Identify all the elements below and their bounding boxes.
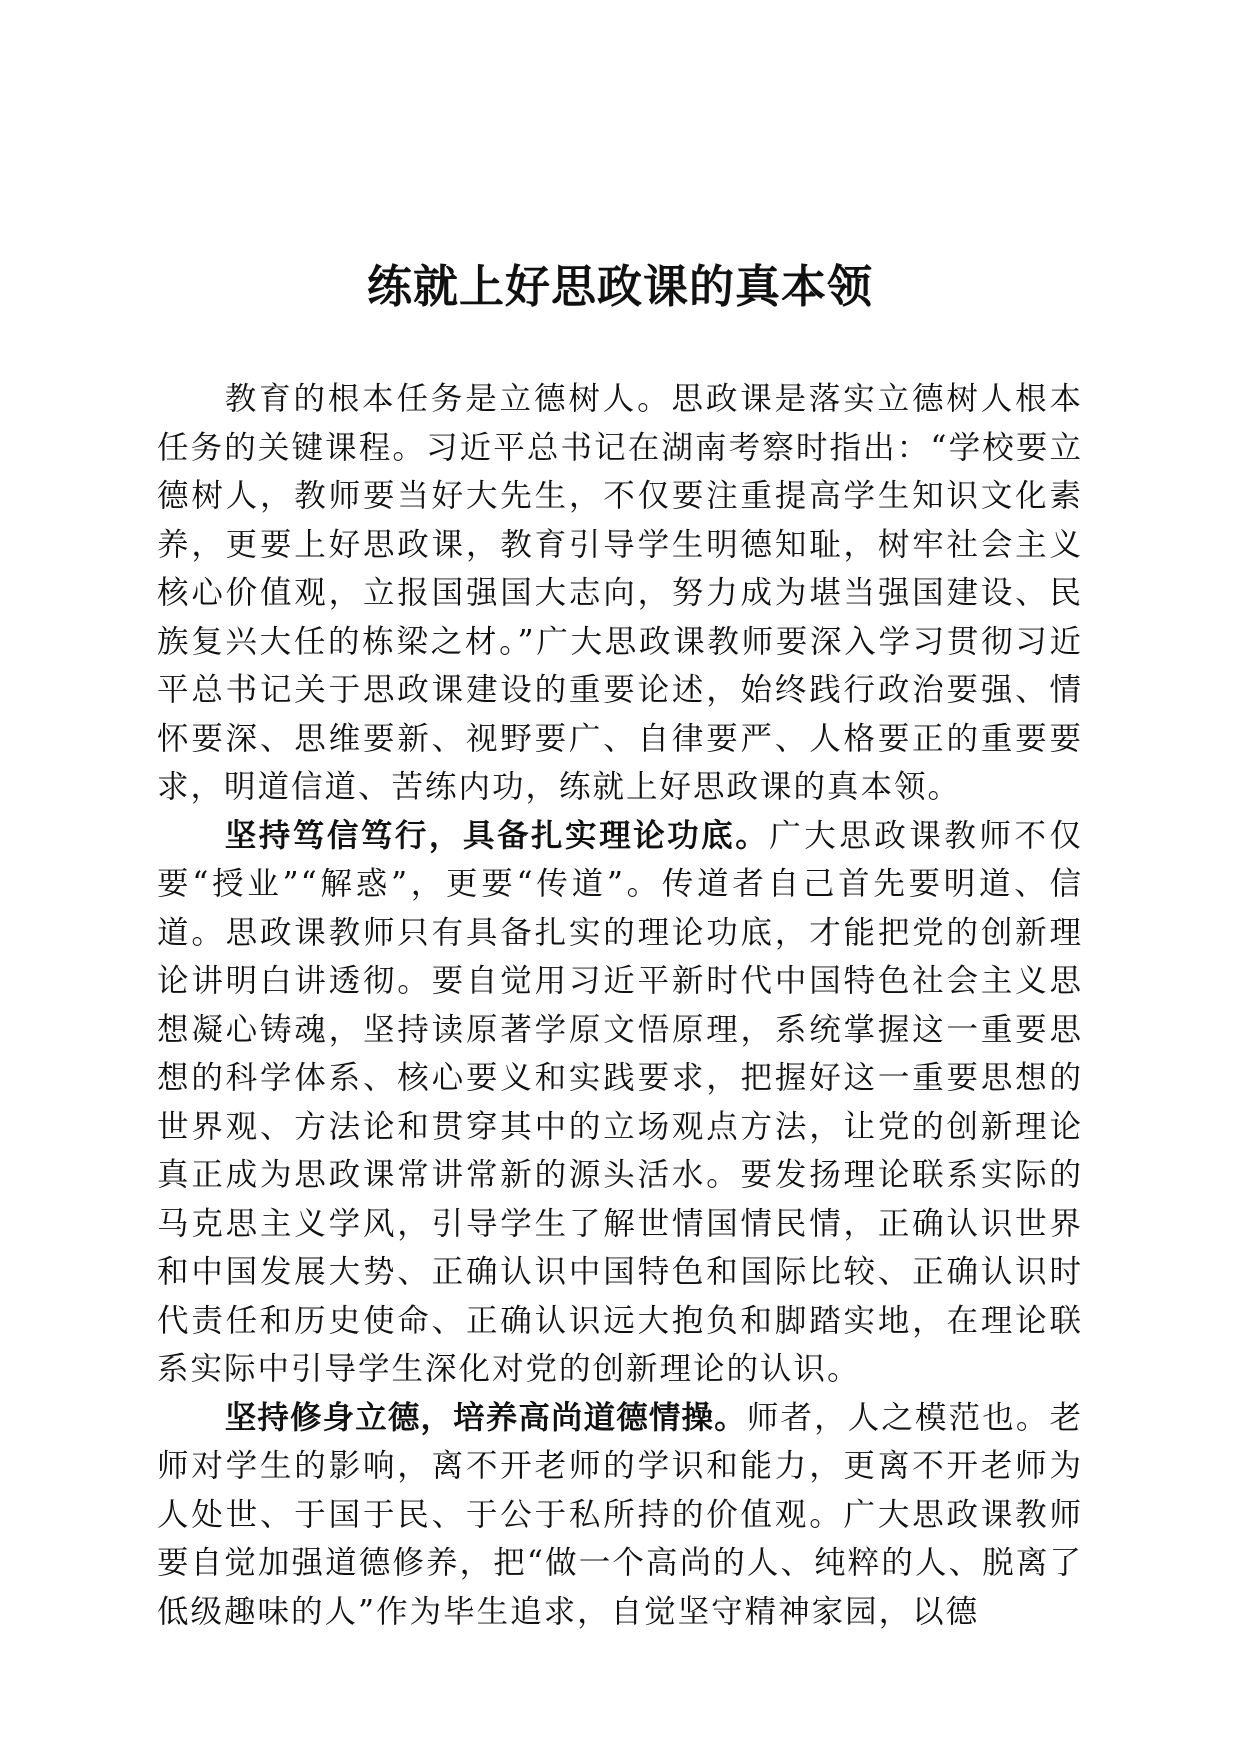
paragraph-moral-cultivation xyxy=(157,1394,1083,1637)
paragraph-lead-heading: 坚持修身立德，培养高尚道德情操。 xyxy=(224,1399,747,1436)
document-body xyxy=(157,375,1083,1636)
paragraph-lead-heading: 坚持笃信笃行，具备扎实理论功底。 xyxy=(224,817,770,854)
paragraph-theory-foundation xyxy=(157,812,1083,1394)
paragraph-text: 师者，人之模范也。老师对学生的影响，离不开老师的学识和能力，更离不开老师为人处世、于国于民、于公于私所持的价值观。广大思政课教师要自觉加强道德修养，把“做一个高尚的人、纯粹的人、脱离了低级趣味的人”作为毕生追求，自觉坚守精神家园，以德 xyxy=(157,1399,1083,1630)
paragraph-text: 广大思政课教师不仅要“授业”“解惑”，更要“传道”。传道者自己首先要明道、信道。思政课教师只有具备扎实的理论功底，才能把党的创新理论讲明白讲透彻。要自觉用习近平新时代中国特色社会主义思想凝心铸魂，坚持读原著学原文悟原理，系统掌握这一重要思想的科学体系、核心要义和实践要求，把握好这一重要思想的世界观、方法论和贯穿其中的立场观点方法，让党的创新理论真正成为思政课常讲常新的源头活水。要发扬理论联系实际的马克思主义学风，引导学生了解世情国情民情，正确认识世界和中国发展大势、正确认识中国特色和国际比较、正确认识时代责任和历史使命、正确认识远大抱负和脚踏实地，在理论联系实际中引导学生深化对党的创新理论的认识。 xyxy=(157,817,1083,1387)
document-title: 练就上好思政课的真本领 xyxy=(366,260,873,313)
paragraph-text: 教育的根本任务是立德树人。思政课是落实立德树人根本任务的关键课程。习近平总书记在湖南考察时指出：“学校要立德树人，教师要当好大先生，不仅要注重提高学生知识文化素养，更要上好思政课，教育引导学生明德知耻，树牢社会主义核心价值观，立报国强国大志向，努力成为堪当强国建设、民族复兴大任的栋梁之材。”广大思政课教师要深入学习贯彻习近平总书记关于思政课建设的重要论述，始终践行政治要强、情怀要深、思维要新、视野要广、自律要严、人格要正的重要要求，明道信道、苦练内功，练就上好思政课的真本领。 xyxy=(157,381,1083,805)
paragraph-intro xyxy=(157,375,1083,812)
